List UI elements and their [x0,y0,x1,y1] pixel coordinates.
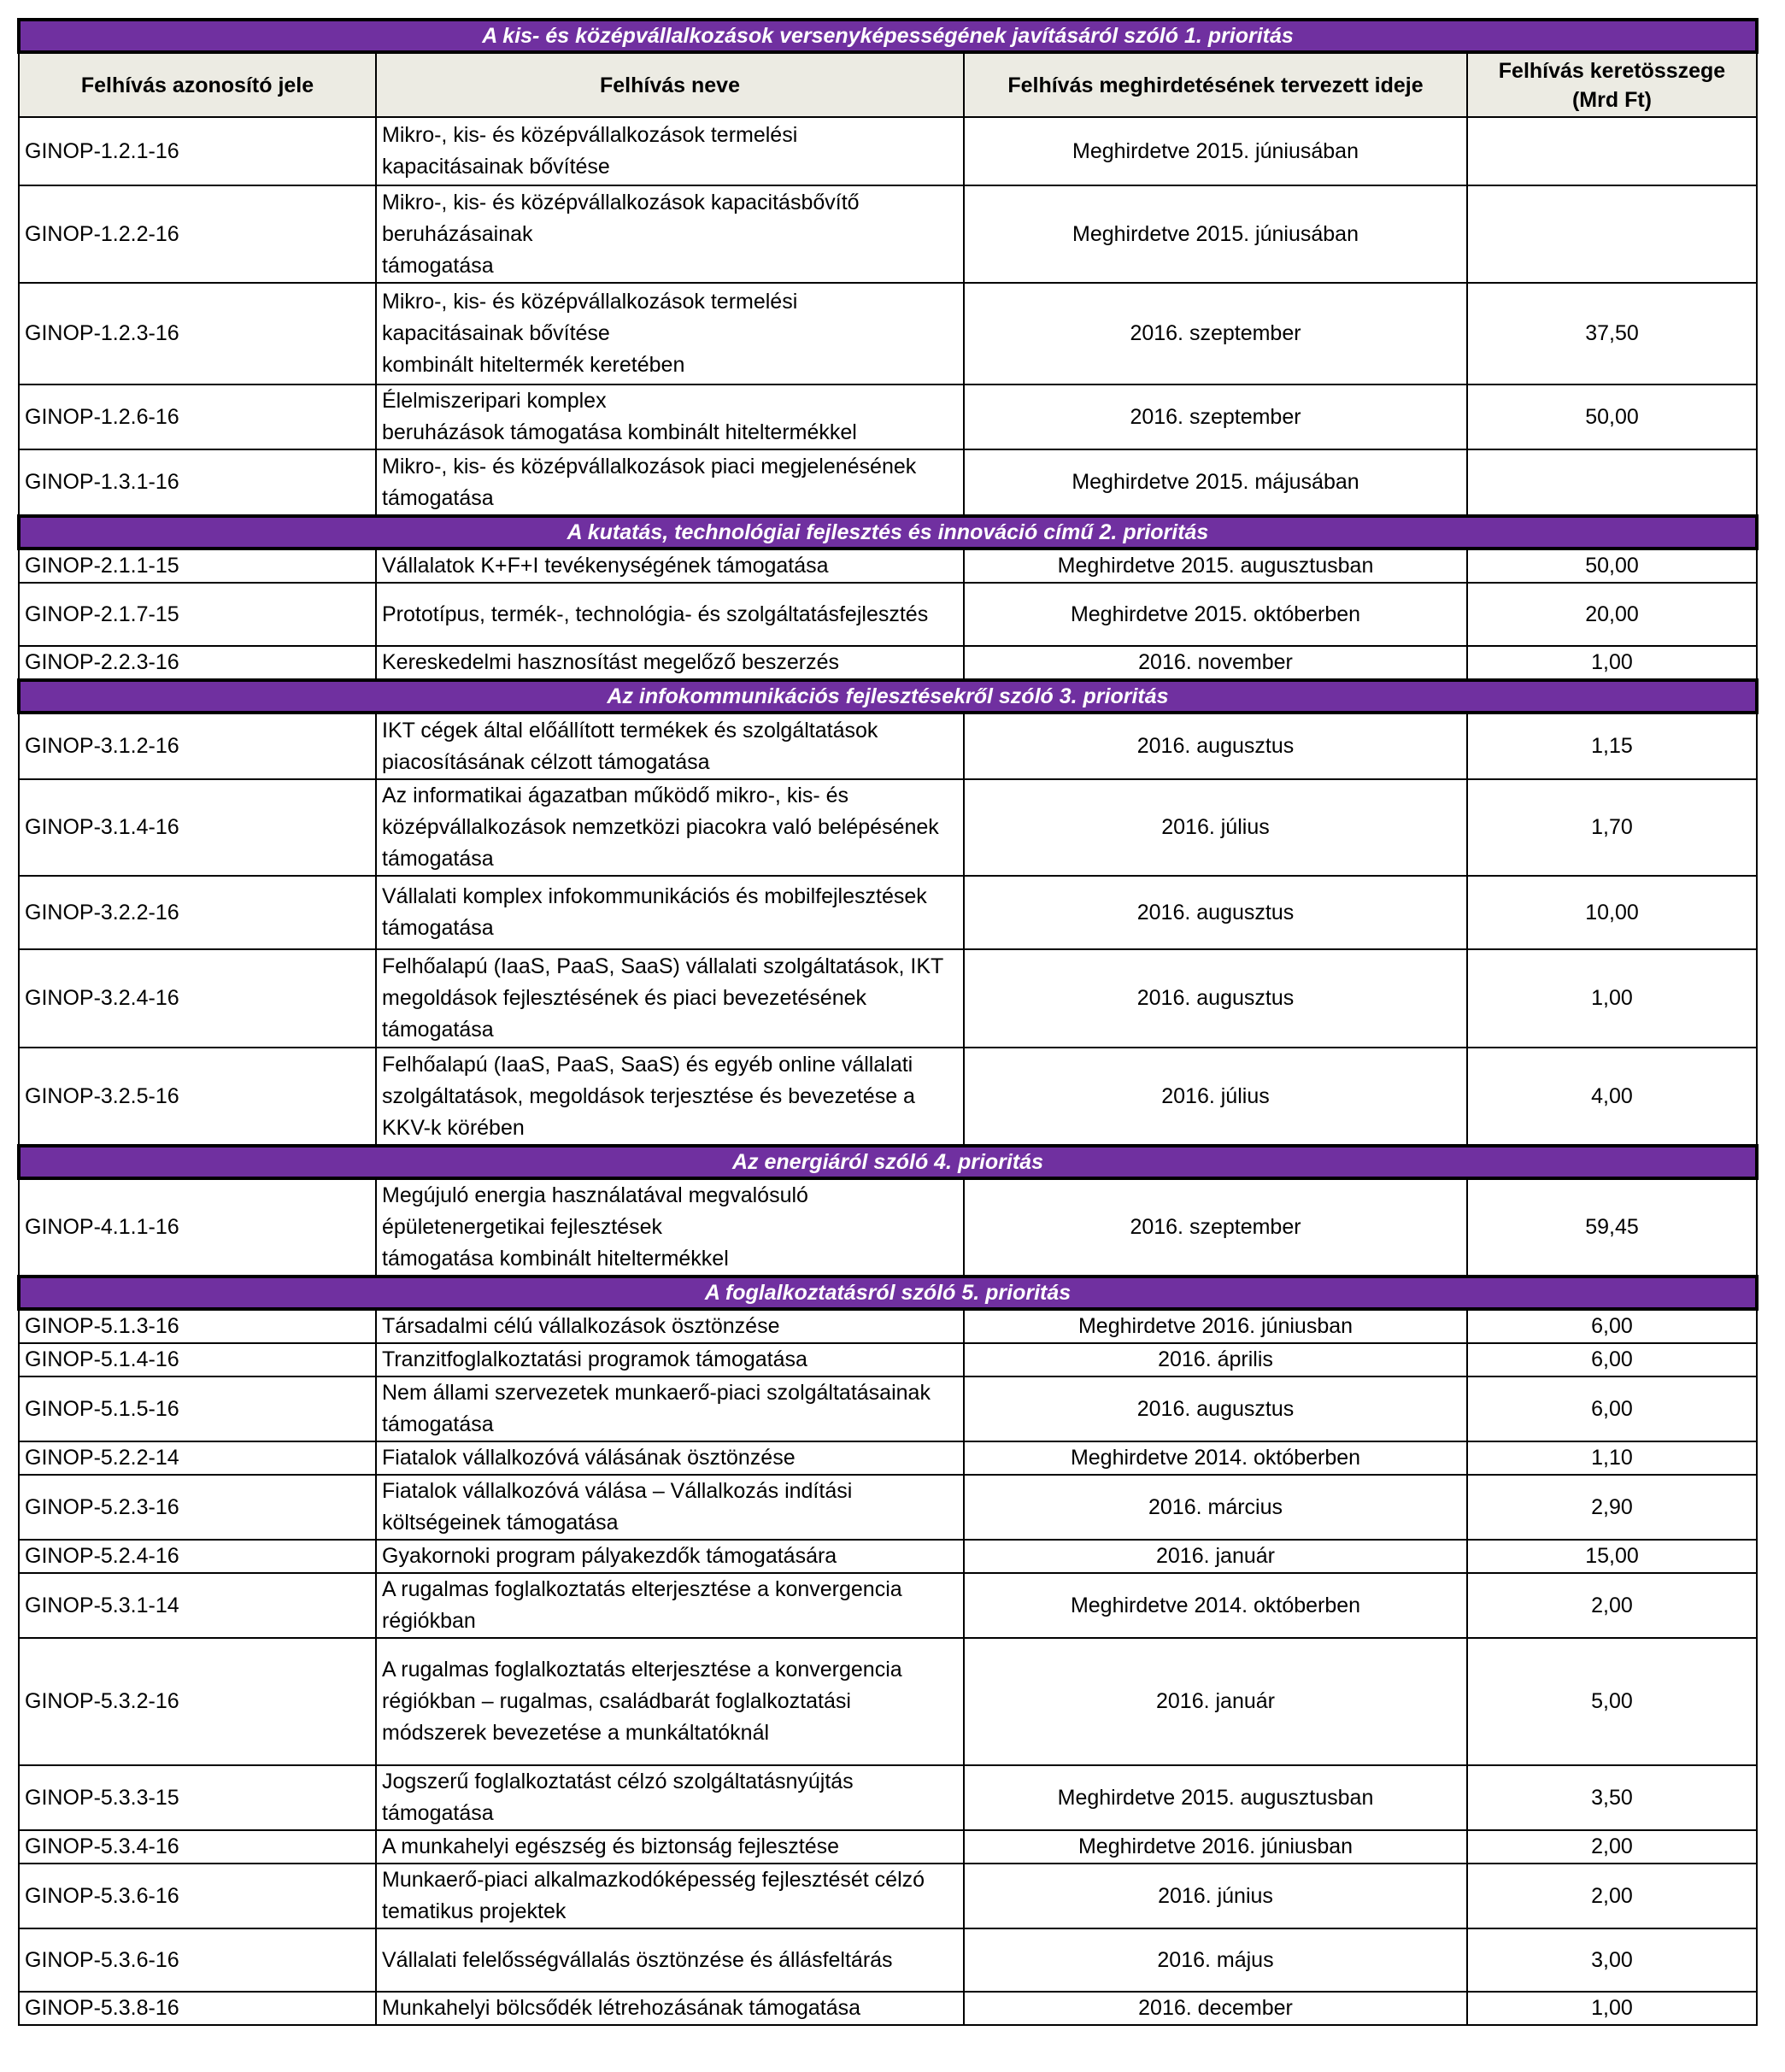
call-id-cell: GINOP-1.2.1-16 [19,117,376,185]
priority-section-row [19,1146,1757,1178]
call-id-cell: GINOP-3.1.4-16 [19,779,376,876]
call-name-cell: Munkaerő-piaci alkalmazkodóképesség fejlesztését célzó tematikus projektek [376,1864,964,1928]
table-row [19,549,1757,583]
column-header-date: Felhívás meghirdetésének tervezett ideje [964,52,1467,117]
call-name-cell: Nem állami szervezetek munkaerő-piaci szolgáltatásainak támogatása [376,1376,964,1441]
call-id-cell: GINOP-3.2.2-16 [19,876,376,949]
call-date-cell: Meghirdetve 2014. októberben [964,1441,1467,1475]
call-id-cell: GINOP-1.3.1-16 [19,449,376,516]
call-amount-cell: 5,00 [1467,1638,1757,1765]
call-amount-cell: 10,00 [1467,876,1757,949]
call-name-cell: A rugalmas foglalkoztatás elterjesztése a konvergencia régiókban – rugalmas, családbarát foglalkoztatási módszerek bevezetése a munkáltatóknál [376,1638,964,1765]
call-amount-cell [1467,449,1757,516]
table-row [19,1830,1757,1864]
call-date-cell: Meghirdetve 2016. júniusban [964,1830,1467,1864]
call-amount-cell: 6,00 [1467,1343,1757,1376]
priority-section-row [19,20,1757,52]
table-header-row [19,52,1757,117]
call-id-cell: GINOP-5.1.5-16 [19,1376,376,1441]
call-name-cell: Mikro-, kis- és középvállalkozások termelési kapacitásainak bővítése [376,117,964,185]
call-date-cell: 2016. augusztus [964,949,1467,1048]
call-name-cell: Mikro-, kis- és középvállalkozások piaci megjelenésének támogatása [376,449,964,516]
call-id-cell: GINOP-3.2.5-16 [19,1048,376,1146]
call-id-cell: GINOP-5.1.3-16 [19,1309,376,1343]
call-date-cell: 2016. május [964,1928,1467,1992]
call-amount-cell: 2,00 [1467,1864,1757,1928]
call-name-cell: Fiatalok vállalkozóvá válásának ösztönzése [376,1441,964,1475]
call-amount-cell: 37,50 [1467,283,1757,384]
call-amount-cell: 1,00 [1467,646,1757,680]
call-amount-cell: 1,10 [1467,1441,1757,1475]
call-name-cell: Jogszerű foglalkoztatást célzó szolgáltatásnyújtás támogatása [376,1765,964,1830]
call-id-cell: GINOP-2.1.7-15 [19,583,376,646]
priority-section-title: Az infokommunikációs fejlesztésekről szóló 3. prioritás [19,680,1757,713]
table-row [19,583,1757,646]
call-date-cell: Meghirdetve 2015. júniusában [964,185,1467,283]
calls-table [17,18,1759,2026]
call-amount-cell: 6,00 [1467,1309,1757,1343]
call-date-cell: 2016. július [964,779,1467,876]
priority-section-title: A foglalkoztatásról szóló 5. prioritás [19,1277,1757,1309]
call-name-cell: Fiatalok vállalkozóvá válása – Vállalkozás indítási költségeinek támogatása [376,1475,964,1540]
table-row [19,1475,1757,1540]
priority-section-title: Az energiáról szóló 4. prioritás [19,1146,1757,1178]
call-date-cell: Meghirdetve 2016. júniusban [964,1309,1467,1343]
call-id-cell: GINOP-5.1.4-16 [19,1343,376,1376]
priority-section-title: A kutatás, technológiai fejlesztés és innováció című 2. prioritás [19,516,1757,549]
priority-section-row [19,516,1757,549]
call-date-cell: 2016. szeptember [964,384,1467,449]
call-date-cell: 2016. július [964,1048,1467,1146]
call-amount-cell [1467,185,1757,283]
call-id-cell: GINOP-5.2.2-14 [19,1441,376,1475]
call-date-cell: Meghirdetve 2014. októberben [964,1573,1467,1638]
call-date-cell: 2016. június [964,1864,1467,1928]
table-row [19,1343,1757,1376]
table-row [19,1540,1757,1573]
call-amount-cell: 59,45 [1467,1178,1757,1277]
call-date-cell: 2016. november [964,646,1467,680]
call-name-cell: Tranzitfoglalkoztatási programok támogatása [376,1343,964,1376]
call-amount-cell: 4,00 [1467,1048,1757,1146]
table-row [19,1638,1757,1765]
calls-table-body [19,20,1757,2025]
call-id-cell: GINOP-2.2.3-16 [19,646,376,680]
table-row [19,1178,1757,1277]
call-name-cell: Gyakornoki program pályakezdők támogatására [376,1540,964,1573]
table-row [19,713,1757,779]
priority-section-row [19,1277,1757,1309]
table-row [19,1864,1757,1928]
call-name-cell: IKT cégek által előállított termékek és szolgáltatások piacosításának célzott támogatása [376,713,964,779]
priority-section-title: A kis- és középvállalkozások versenyképességének javításáról szóló 1. prioritás [19,20,1757,52]
call-date-cell: Meghirdetve 2015. májusában [964,449,1467,516]
table-row [19,1928,1757,1992]
column-header-name: Felhívás neve [376,52,964,117]
call-id-cell: GINOP-5.3.2-16 [19,1638,376,1765]
call-name-cell: Megújuló energia használatával megvalósuló épületenergetikai fejlesztések támogatása kombinált hiteltermékkel [376,1178,964,1277]
table-row [19,185,1757,283]
call-id-cell: GINOP-2.1.1-15 [19,549,376,583]
call-date-cell: Meghirdetve 2015. augusztusban [964,549,1467,583]
priority-section-row [19,680,1757,713]
call-id-cell: GINOP-5.3.8-16 [19,1992,376,2025]
call-id-cell: GINOP-3.2.4-16 [19,949,376,1048]
table-row [19,1048,1757,1146]
call-date-cell: 2016. augusztus [964,713,1467,779]
table-row [19,1441,1757,1475]
call-amount-cell: 50,00 [1467,549,1757,583]
table-row [19,449,1757,516]
call-id-cell: GINOP-5.3.4-16 [19,1830,376,1864]
call-amount-cell [1467,117,1757,185]
call-name-cell: A rugalmas foglalkoztatás elterjesztése a konvergencia régiókban [376,1573,964,1638]
call-date-cell: 2016. szeptember [964,283,1467,384]
call-name-cell: Vállalatok K+F+I tevékenységének támogatása [376,549,964,583]
table-row [19,779,1757,876]
call-date-cell: 2016. március [964,1475,1467,1540]
call-id-cell: GINOP-5.3.3-15 [19,1765,376,1830]
table-row [19,1573,1757,1638]
call-name-cell: Az informatikai ágazatban működő mikro-, kis- és középvállalkozások nemzetközi piacokra való belépésének támogatása [376,779,964,876]
call-name-cell: Munkahelyi bölcsődék létrehozásának támogatása [376,1992,964,2025]
call-amount-cell: 20,00 [1467,583,1757,646]
call-id-cell: GINOP-5.2.4-16 [19,1540,376,1573]
call-date-cell: 2016. január [964,1540,1467,1573]
call-name-cell: A munkahelyi egészség és biztonság fejlesztése [376,1830,964,1864]
call-name-cell: Felhőalapú (IaaS, PaaS, SaaS) vállalati szolgáltatások, IKT megoldások fejlesztésének és piaci bevezetésének támogatása [376,949,964,1048]
call-name-cell: Mikro-, kis- és középvállalkozások termelési kapacitásainak bővítése kombinált hiteltermék keretében [376,283,964,384]
column-header-id: Felhívás azonosító jele [19,52,376,117]
call-name-cell: Vállalati komplex infokommunikációs és mobilfejlesztések támogatása [376,876,964,949]
table-row [19,1376,1757,1441]
call-date-cell: 2016. augusztus [964,876,1467,949]
call-id-cell: GINOP-1.2.3-16 [19,283,376,384]
call-date-cell: 2016. augusztus [964,1376,1467,1441]
table-row [19,283,1757,384]
call-amount-cell: 1,00 [1467,949,1757,1048]
call-amount-cell: 3,00 [1467,1928,1757,1992]
table-row [19,1309,1757,1343]
call-name-cell: Prototípus, termék-, technológia- és szolgáltatásfejlesztés [376,583,964,646]
call-date-cell: 2016. szeptember [964,1178,1467,1277]
table-row [19,1765,1757,1830]
call-date-cell: Meghirdetve 2015. júniusában [964,117,1467,185]
calls-table-sheet [17,18,1755,2026]
call-id-cell: GINOP-5.3.1-14 [19,1573,376,1638]
call-id-cell: GINOP-4.1.1-16 [19,1178,376,1277]
call-name-cell: Társadalmi célú vállalkozások ösztönzése [376,1309,964,1343]
table-row [19,949,1757,1048]
call-id-cell: GINOP-5.2.3-16 [19,1475,376,1540]
table-row [19,646,1757,680]
table-row [19,384,1757,449]
call-amount-cell: 2,00 [1467,1573,1757,1638]
table-row [19,1992,1757,2025]
call-id-cell: GINOP-5.3.6-16 [19,1928,376,1992]
call-amount-cell: 2,90 [1467,1475,1757,1540]
call-name-cell: Felhőalapú (IaaS, PaaS, SaaS) és egyéb online vállalati szolgáltatások, megoldások terjesztése és bevezetése a KKV-k körében [376,1048,964,1146]
call-amount-cell: 1,15 [1467,713,1757,779]
call-amount-cell: 6,00 [1467,1376,1757,1441]
call-id-cell: GINOP-5.3.6-16 [19,1864,376,1928]
call-name-cell: Vállalati felelősségvállalás ösztönzése és állásfeltárás [376,1928,964,1992]
call-name-cell: Kereskedelmi hasznosítást megelőző beszerzés [376,646,964,680]
column-header-amount: Felhívás keretösszege (Mrd Ft) [1467,52,1757,117]
call-id-cell: GINOP-1.2.2-16 [19,185,376,283]
call-date-cell: Meghirdetve 2015. augusztusban [964,1765,1467,1830]
call-name-cell: Mikro-, kis- és középvállalkozások kapacitásbővítő beruházásainak támogatása [376,185,964,283]
call-date-cell: 2016. december [964,1992,1467,2025]
call-id-cell: GINOP-3.1.2-16 [19,713,376,779]
table-row [19,117,1757,185]
call-amount-cell: 15,00 [1467,1540,1757,1573]
table-row [19,876,1757,949]
call-date-cell: Meghirdetve 2015. októberben [964,583,1467,646]
call-name-cell: Élelmiszeripari komplex beruházások támogatása kombinált hiteltermékkel [376,384,964,449]
call-amount-cell: 1,00 [1467,1992,1757,2025]
call-id-cell: GINOP-1.2.6-16 [19,384,376,449]
call-amount-cell: 1,70 [1467,779,1757,876]
call-date-cell: 2016. április [964,1343,1467,1376]
call-date-cell: 2016. január [964,1638,1467,1765]
call-amount-cell: 2,00 [1467,1830,1757,1864]
call-amount-cell: 50,00 [1467,384,1757,449]
call-amount-cell: 3,50 [1467,1765,1757,1830]
